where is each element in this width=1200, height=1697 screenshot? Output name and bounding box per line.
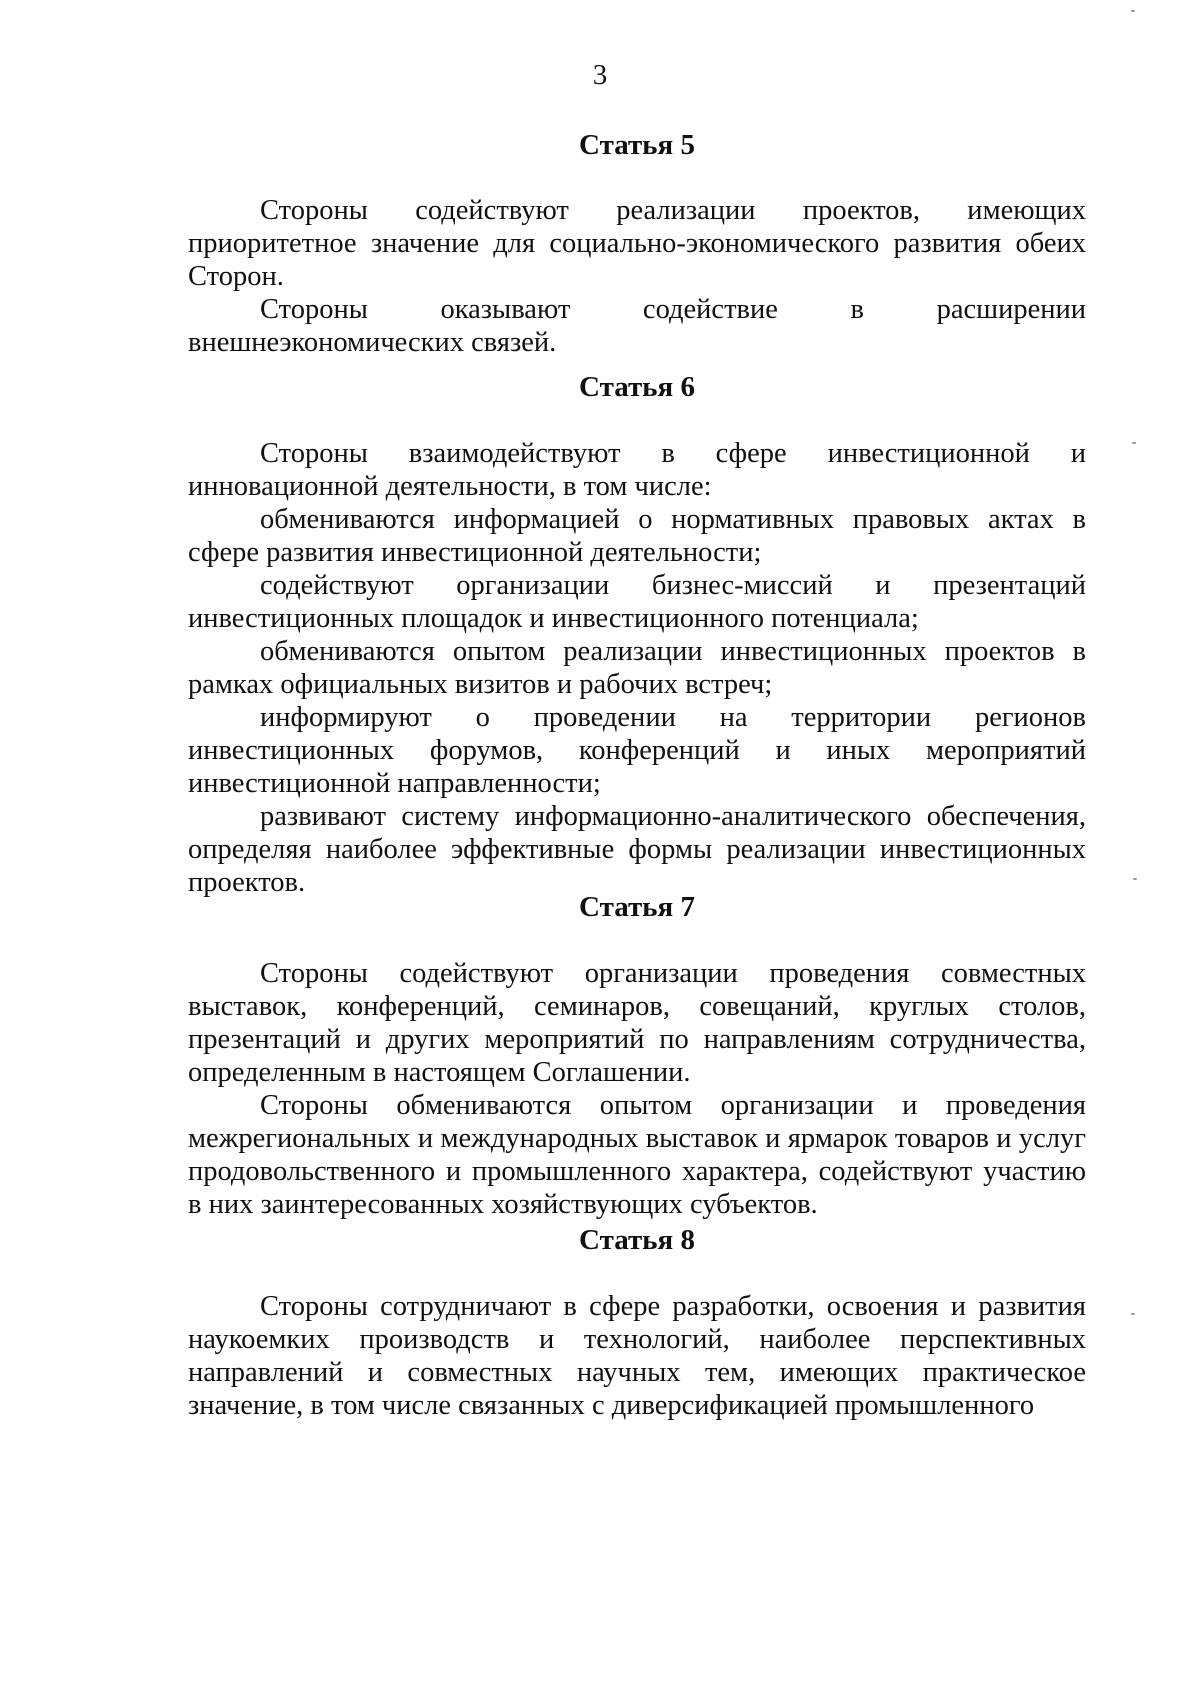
scan-artifact (1131, 1313, 1135, 1315)
article-heading: Статья 7 (579, 891, 695, 923)
article-heading: Статья 5 (579, 129, 695, 161)
article-paragraph: Стороны сотрудничают в сфере разработки, освоения и развития наукоемких производств и технологий, наиболее перспективных направлений и совместных научных тем, имеющих практическое значение, в том числе связанных с диверсификацией промышленного (188, 1291, 1086, 1421)
article-paragraph: Стороны содействуют реализации проектов, имеющих приоритетное значение для социально-экономического развития обеих Сторон. (188, 195, 1086, 292)
article-paragraph: Стороны оказывают содействие в расширении внешнеэкономических связей. (188, 294, 1086, 358)
article-paragraph: Стороны содействуют организации проведения совместных выставок, конференций, семинаров, совещаний, круглых столов, презентаций и других мероприятий по направлениям сотрудничества, определенным в настоящем Соглашении. (188, 958, 1086, 1088)
article-paragraph: обмениваются опытом реализации инвестиционных проектов в рамках официальных визитов и рабочих встреч; (188, 636, 1086, 700)
article-6 (188, 370, 1086, 899)
article-paragraph: информируют о проведении на территории регионов инвестиционных форумов, конференций и иных мероприятий инвестиционной направленности; (188, 702, 1086, 799)
article-paragraph: развивают систему информационно-аналитического обеспечения, определяя наиболее эффективные формы реализации инвестиционных проектов. (188, 801, 1086, 898)
page-number: 3 (592, 59, 608, 91)
article-paragraph: Стороны взаимодействуют в сфере инвестиционной и инновационной деятельности, в том числе: (188, 438, 1086, 502)
article-paragraph: обмениваются информацией о нормативных правовых актах в сфере развития инвестиционной деятельности; (188, 504, 1086, 568)
article-7 (188, 890, 1086, 1221)
article-heading: Статья 8 (579, 1224, 695, 1256)
article-5 (188, 128, 1086, 359)
article-paragraph: содействуют организации бизнес-миссий и презентаций инвестиционных площадок и инвестиционного потенциала; (188, 570, 1086, 634)
scan-artifact (1131, 10, 1135, 12)
scan-artifact (1132, 442, 1136, 444)
scan-artifact (1133, 878, 1137, 880)
article-heading: Статья 6 (579, 371, 695, 403)
article-8 (188, 1223, 1086, 1422)
article-paragraph: Стороны обмениваются опытом организации и проведения межрегиональных и международных выставок и ярмарок товаров и услуг продовольственного и промышленного характера, содействуют участию в них заинтересованных хозяйствующих субъектов. (188, 1090, 1086, 1220)
